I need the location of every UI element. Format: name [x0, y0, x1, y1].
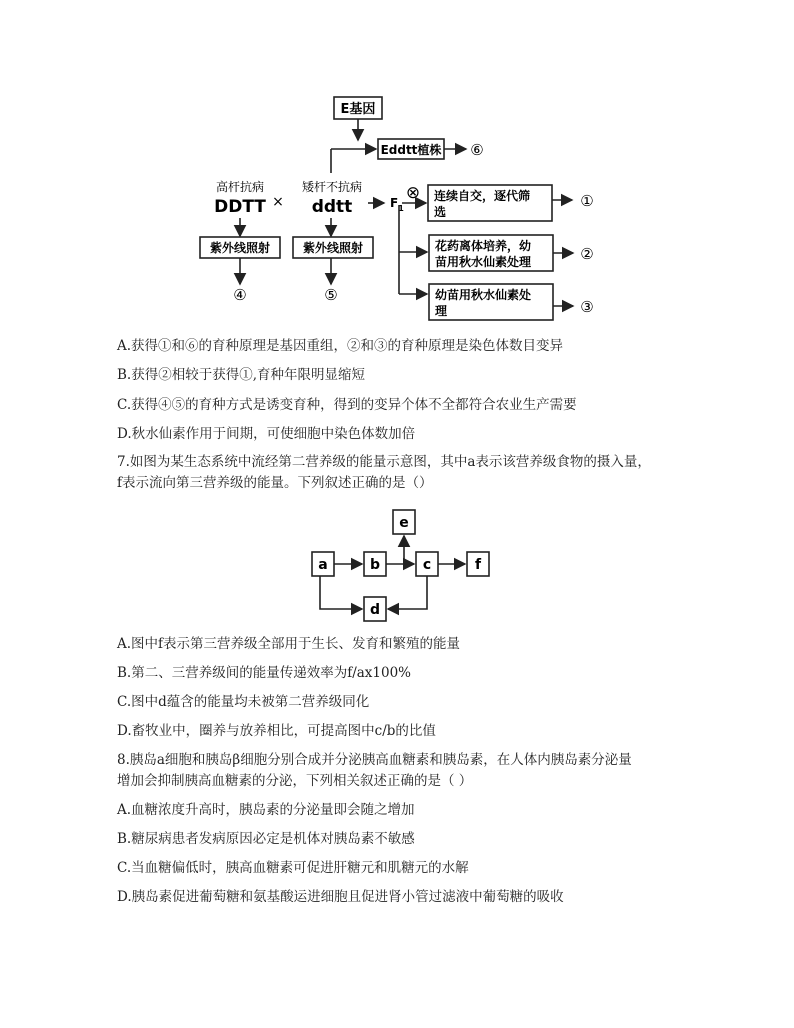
a-to-d-arrow — [320, 576, 362, 609]
selfing-icon: ⊗ — [405, 183, 421, 203]
uv-label-2: 紫外线照射 — [302, 241, 364, 255]
num-3: ③ — [580, 298, 594, 316]
node-a-label: a — [318, 557, 328, 573]
num-4: ④ — [233, 286, 247, 304]
breeding-diagram — [0, 0, 794, 330]
colchicine-text-1: 幼苗用秋水仙素处 — [435, 288, 532, 302]
q6-option-a: A.获得①和⑥的育种原理是基因重组，②和③的育种原理是染色体数目变异 — [117, 338, 564, 354]
num-5: ⑤ — [324, 286, 338, 304]
anther-text-1: 花药离体培养，幼 — [435, 239, 532, 253]
e-gene-label: E基因 — [340, 102, 376, 117]
f1-label: $F_1$ — [390, 196, 404, 213]
node-d-label: d — [369, 602, 381, 618]
q8-option-d: D.胰岛素促进葡萄糖和氨基酸运进细胞且促进肾小管过滤液中葡萄糖的吸收 — [117, 889, 564, 905]
q8-option-b: B.糖尿病患者发病原因必定是机体对胰岛素不敏感 — [117, 831, 415, 847]
q7-option-d: D.畜牧业中，圈养与放养相比，可提高图中c/b的比值 — [117, 723, 436, 739]
q7-stem-line-2: f表示流向第三营养级的能量。下列叙述正确的是（） — [117, 475, 433, 491]
num-1: ① — [580, 192, 594, 210]
q8-stem-line-2: 增加会抑制胰高血糖素的分泌，下列相关叙述正确的是（ ） — [117, 773, 473, 789]
short-label: 矮杆不抗病 — [301, 180, 363, 194]
q6-option-d: D.秋水仙素作用于间期，可使细胞中染色体数加倍 — [117, 426, 416, 442]
node-e-label: e — [399, 515, 409, 531]
q7-option-a: A.图中f表示第三营养级全部用于生长、发育和繁殖的能量 — [117, 636, 461, 652]
q6-option-b: B.获得②相较于获得①,育种年限明显缩短 — [117, 367, 366, 383]
node-c-label: c — [422, 557, 432, 573]
uv-label-1: 紫外线照射 — [209, 241, 271, 255]
tall-genotype: DDTT — [214, 197, 266, 217]
q7-option-c: C.图中d蕴含的能量均未被第二营养级同化 — [117, 694, 370, 710]
cross-sign: × — [272, 194, 284, 210]
selfing-text-2: 选 — [434, 205, 447, 219]
tall-label: 高杆抗病 — [215, 180, 265, 194]
anther-text-2: 苗用秋水仙素处理 — [435, 255, 532, 269]
c-to-d-arrow — [388, 576, 427, 609]
node-f-label: f — [474, 557, 482, 573]
selfing-text-1: 连续自交，逐代筛 — [434, 189, 531, 203]
q7-stem-line-1: 7.如图为某生态系统中流经第二营养级的能量示意图，其中a表示该营养级食物的摄入量， — [117, 454, 651, 470]
short-genotype: ddtt — [311, 197, 353, 217]
energy-flow-diagram — [0, 500, 794, 625]
q7-option-b: B.第二、三营养级间的能量传递效率为f/ax100% — [117, 665, 412, 681]
num-2: ② — [580, 245, 594, 263]
num-6: ⑥ — [470, 141, 484, 159]
node-b-label: b — [369, 557, 381, 573]
q6-option-c: C.获得④⑤的育种方式是诱变育种，得到的变异个体不全都符合农业生产需要 — [117, 397, 577, 413]
colchicine-text-2: 理 — [435, 304, 448, 318]
q8-option-a: A.血糖浓度升高时，胰岛素的分泌量即会随之增加 — [117, 802, 415, 818]
q8-option-c: C.当血糖偏低时，胰高血糖素可促进肝糖元和肌糖元的水解 — [117, 860, 469, 876]
eddtt-label: Eddtt植株 — [380, 143, 442, 157]
q8-stem-line-1: 8.胰岛a细胞和胰岛β细胞分别合成并分泌胰高血糖素和胰岛素，在人体内胰岛素分泌量 — [117, 752, 632, 768]
